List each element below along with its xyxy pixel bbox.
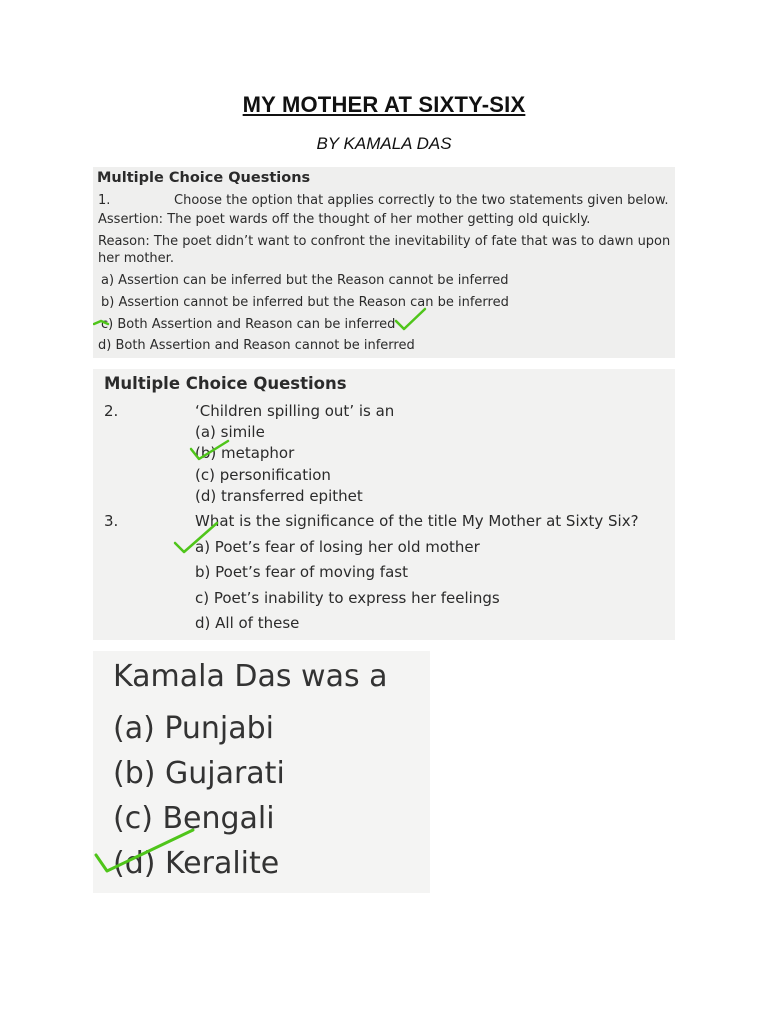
question-prompt: What is the significance of the title My Mother at Sixty Six? bbox=[195, 512, 639, 530]
page-title: MY MOTHER AT SIXTY-SIX bbox=[242, 92, 526, 117]
option-d[interactable]: d) All of these bbox=[195, 614, 300, 632]
option-d[interactable]: (d) Keralite bbox=[113, 846, 280, 881]
option-b[interactable]: b) Poet’s fear of moving fast bbox=[195, 563, 408, 581]
reason-statement: Reason: The poet didn’t want to confront the inevitability of fate that was to dawn upon bbox=[98, 234, 671, 249]
question-number: 2. bbox=[104, 402, 119, 420]
option-a[interactable]: (a) simile bbox=[195, 423, 265, 441]
mcq-panel-2 bbox=[93, 369, 675, 640]
assertion-statement: Assertion: The poet wards off the thought of her mother getting old quickly. bbox=[98, 212, 591, 227]
question-prompt: Choose the option that applies correctly to the two statements given below. bbox=[174, 193, 669, 208]
mcq-panel-3 bbox=[93, 651, 430, 893]
reason-statement-cont: her mother. bbox=[98, 251, 174, 266]
question-number: 1. bbox=[98, 193, 111, 208]
option-c[interactable]: c) Poet’s inability to express her feelings bbox=[195, 589, 500, 607]
option-b[interactable]: b) Assertion cannot be inferred but the Reason can be inferred bbox=[101, 295, 509, 310]
option-c[interactable]: (c) personification bbox=[195, 466, 331, 484]
option-a[interactable]: a) Poet’s fear of losing her old mother bbox=[195, 538, 480, 556]
question-number: 3. bbox=[104, 512, 119, 530]
author-byline: BY KAMALA DAS bbox=[316, 134, 452, 153]
option-d[interactable]: d) Both Assertion and Reason cannot be inferred bbox=[98, 338, 415, 353]
option-c[interactable]: (c) Bengali bbox=[113, 801, 275, 836]
section-heading: Multiple Choice Questions bbox=[104, 374, 347, 393]
question-prompt: ‘Children spilling out’ is an bbox=[195, 402, 395, 420]
section-heading: Multiple Choice Questions bbox=[97, 170, 311, 186]
option-a[interactable]: a) Assertion can be inferred but the Reason cannot be inferred bbox=[101, 273, 509, 288]
option-a[interactable]: (a) Punjabi bbox=[113, 711, 275, 746]
option-d[interactable]: (d) transferred epithet bbox=[195, 487, 363, 505]
option-c[interactable]: c) Both Assertion and Reason can be inferred bbox=[101, 317, 396, 332]
question-prompt: Kamala Das was a bbox=[113, 659, 388, 694]
tick-mark-icon bbox=[393, 307, 429, 333]
mcq-panel-1 bbox=[93, 167, 675, 358]
option-b[interactable]: (b) Gujarati bbox=[113, 756, 285, 791]
option-b[interactable]: (b) metaphor bbox=[195, 444, 295, 462]
